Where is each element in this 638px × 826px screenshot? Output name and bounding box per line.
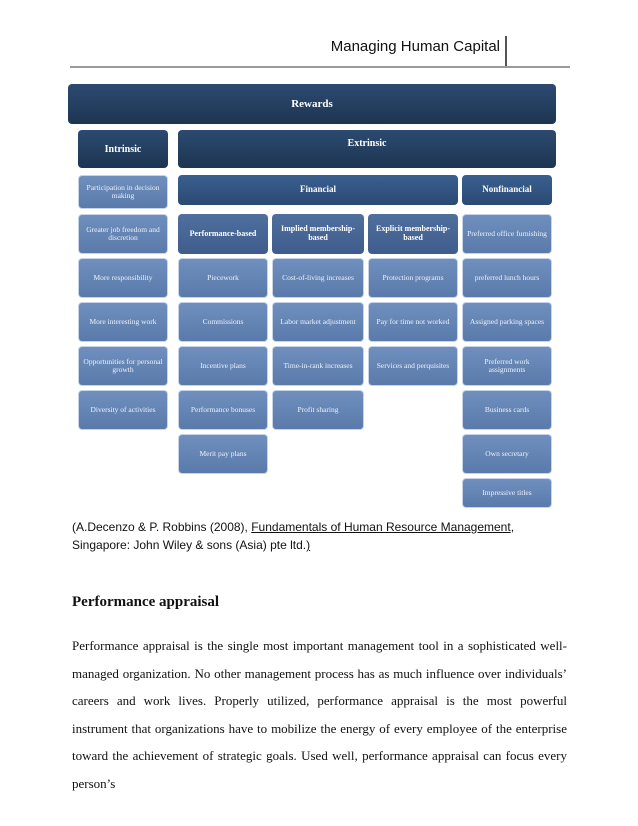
performance-based-item: Incentive plans	[178, 346, 268, 386]
intrinsic-item: More interesting work	[78, 302, 168, 342]
nonfinancial-item: Business cards	[462, 390, 552, 430]
source-citation	[72, 518, 567, 554]
header-vertical-bar	[505, 36, 507, 68]
citation-book-title: Fundamentals of Human Resource Management	[251, 520, 511, 534]
implied-membership-header: Implied membership-based	[272, 214, 364, 254]
explicit-membership-header: Explicit membership-based	[368, 214, 458, 254]
running-header-title: Managing Human Capital	[330, 38, 500, 55]
explicit-membership-item: Services and perquisites	[368, 346, 458, 386]
nonfinancial-item: Impressive titles	[462, 478, 552, 508]
nonfinancial-item: Preferred office furnishing	[462, 214, 552, 254]
intrinsic-item: Diversity of activities	[78, 390, 168, 430]
financial-header: Financial	[178, 175, 458, 205]
rewards-chart	[68, 80, 568, 510]
section-heading: Performance appraisal	[72, 594, 220, 610]
extrinsic-header: Extrinsic	[178, 130, 556, 168]
explicit-membership-item: Protection programs	[368, 258, 458, 298]
body-paragraph: Performance appraisal is the single most important management tool in a sophisticated well-managed organization. No other management process has as much influence over individuals’ careers and work lives. Properly utilized, performance appraisal is the most powerful instrument that organizations have to mobilize the energy of every employee of the enterprise toward the achievement of strategic goals. Used well, performance appraisal can focus every person’s	[72, 638, 567, 791]
nonfinancial-header: Nonfinancial	[462, 175, 552, 205]
citation-part1: (A.Decenzo & P. Robbins (2008),	[72, 520, 252, 534]
performance-based-item: Performance bonuses	[178, 390, 268, 430]
performance-based-header: Performance-based	[178, 214, 268, 254]
performance-based-item: Commissions	[178, 302, 268, 342]
nonfinancial-item: Preferred work assignments	[462, 346, 552, 386]
nonfinancial-item: Own secretary	[462, 434, 552, 474]
citation-part3: )	[306, 538, 311, 552]
header-rule	[70, 66, 570, 68]
implied-membership-item: Labor market adjustment	[272, 302, 364, 342]
nonfinancial-item: Assigned parking spaces	[462, 302, 552, 342]
rewards-root: Rewards	[68, 84, 556, 124]
intrinsic-item: Greater job freedom and discretion	[78, 214, 168, 254]
citation-part2: , Singapore: John Wiley & sons (Asia) pte ltd.	[72, 520, 515, 552]
intrinsic-item: Opportunities for personal growth	[78, 346, 168, 386]
nonfinancial-item: preferred lunch hours	[462, 258, 552, 298]
implied-membership-item: Time-in-rank increases	[272, 346, 364, 386]
intrinsic-header: Intrinsic	[78, 130, 168, 168]
performance-based-item: Merit pay plans	[178, 434, 268, 474]
implied-membership-item: Profit sharing	[272, 390, 364, 430]
explicit-membership-item: Pay for time not worked	[368, 302, 458, 342]
performance-based-item: Piecework	[178, 258, 268, 298]
intrinsic-item: More responsibility	[78, 258, 168, 298]
implied-membership-item: Cost-of-living increases	[272, 258, 364, 298]
intrinsic-item: Participation in decision making	[78, 175, 168, 209]
